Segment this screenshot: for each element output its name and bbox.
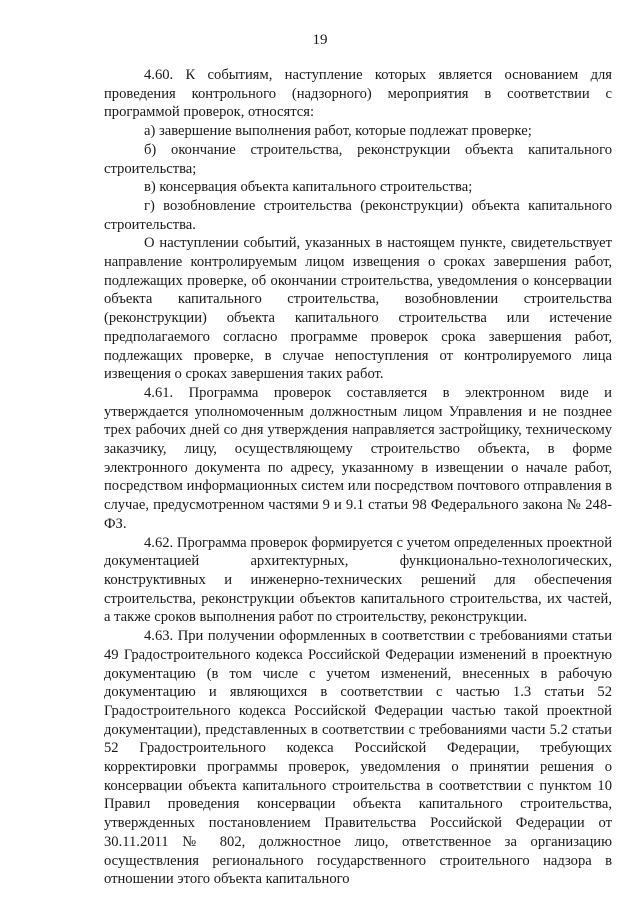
list-item-a: а) завершение выполнения работ, которые подлежат проверке; [144,123,532,140]
paragraph-4-60: 4.60. К событиям, наступление которых является основанием для проведения контрольного (надзорного) мероприятия в соответствии с программой проверок, относятся: [104,67,612,121]
paragraph-events-notice: О наступлении событий, указанных в настоящем пункте, свидетельствует направление контролируемым лицом извещения о сроках завершения работ, подлежащих проверке, об окончании строительства, уведомления о консервации объекта капитального строительства, возобновлении строительства (реконструкции) объекта капитального строительства или истечение предполагаемого согласно программе проверок срока завершения работ, подлежащих проверке, в случае непоступления от контролируемого лица извещения о сроках завершения таких работ. [104,235,612,383]
paragraph-4-61: 4.61. Программа проверок составляется в электронном виде и утверждается уполномоченным должностным лицом Управления и не позднее трех рабочих дней со дня утверждения направляется застройщику, техническому заказчику, лицу, осуществляющему строительство объекта, в форме электронного документа по адресу, указанному в извещении о начале работ, посредством информационных систем или посредством почтового отправления в случае, предусмотренном частями 9 и 9.1 статьи 98 Федерального закона № 248-ФЗ. [104,384,612,532]
list-item-g: г) возобновление строительства (реконструкции) объекта капитального строительства. [104,197,612,233]
paragraph-4-62: 4.62. Программа проверок формируется с учетом определенных проектной документацией архитектурных, функционально-технологических, конструктивных и инженерно-технических решений для обеспечения строительства, реконструкции объектов капитального строительства, их частей, а также сроков выполнения работ по строительству, реконструкции. [104,534,612,626]
document-body [104,66,612,889]
page-number: 19 [312,32,328,48]
list-item-b: б) окончание строительства, реконструкции объекта капитального строительства; [104,141,612,177]
list-item-v: в) консервация объекта капитального строительства; [144,179,473,196]
paragraph-4-63: 4.63. При получении оформленных в соответствии с требованиями статьи 49 Градостроительного кодекса Российской Федерации изменений в проектную документацию (в том числе с учетом изменений, внесенных в рабочую документацию и являющихся в соответствии с частью 1.3 статьи 52 Градостроительного кодекса Российской Федерации частью такой проектной документации), представленных в соответствии с требованиями части 5.2 статьи 52 Градостроительного кодекса Российской Федерации, требующих корректировки программы проверок, уведомления о принятии решения о консервации объекта капитального строительства в соответствии с пунктом 10 Правил проведения консервации объекта капитального строительства, утвержденных постановлением Правительства Российской Федерации от 30.11.2011 № 802, должностное лицо, ответственное за организацию осуществления регионального государственного строительного надзора в отношении этого объекта капитального [104,628,612,888]
